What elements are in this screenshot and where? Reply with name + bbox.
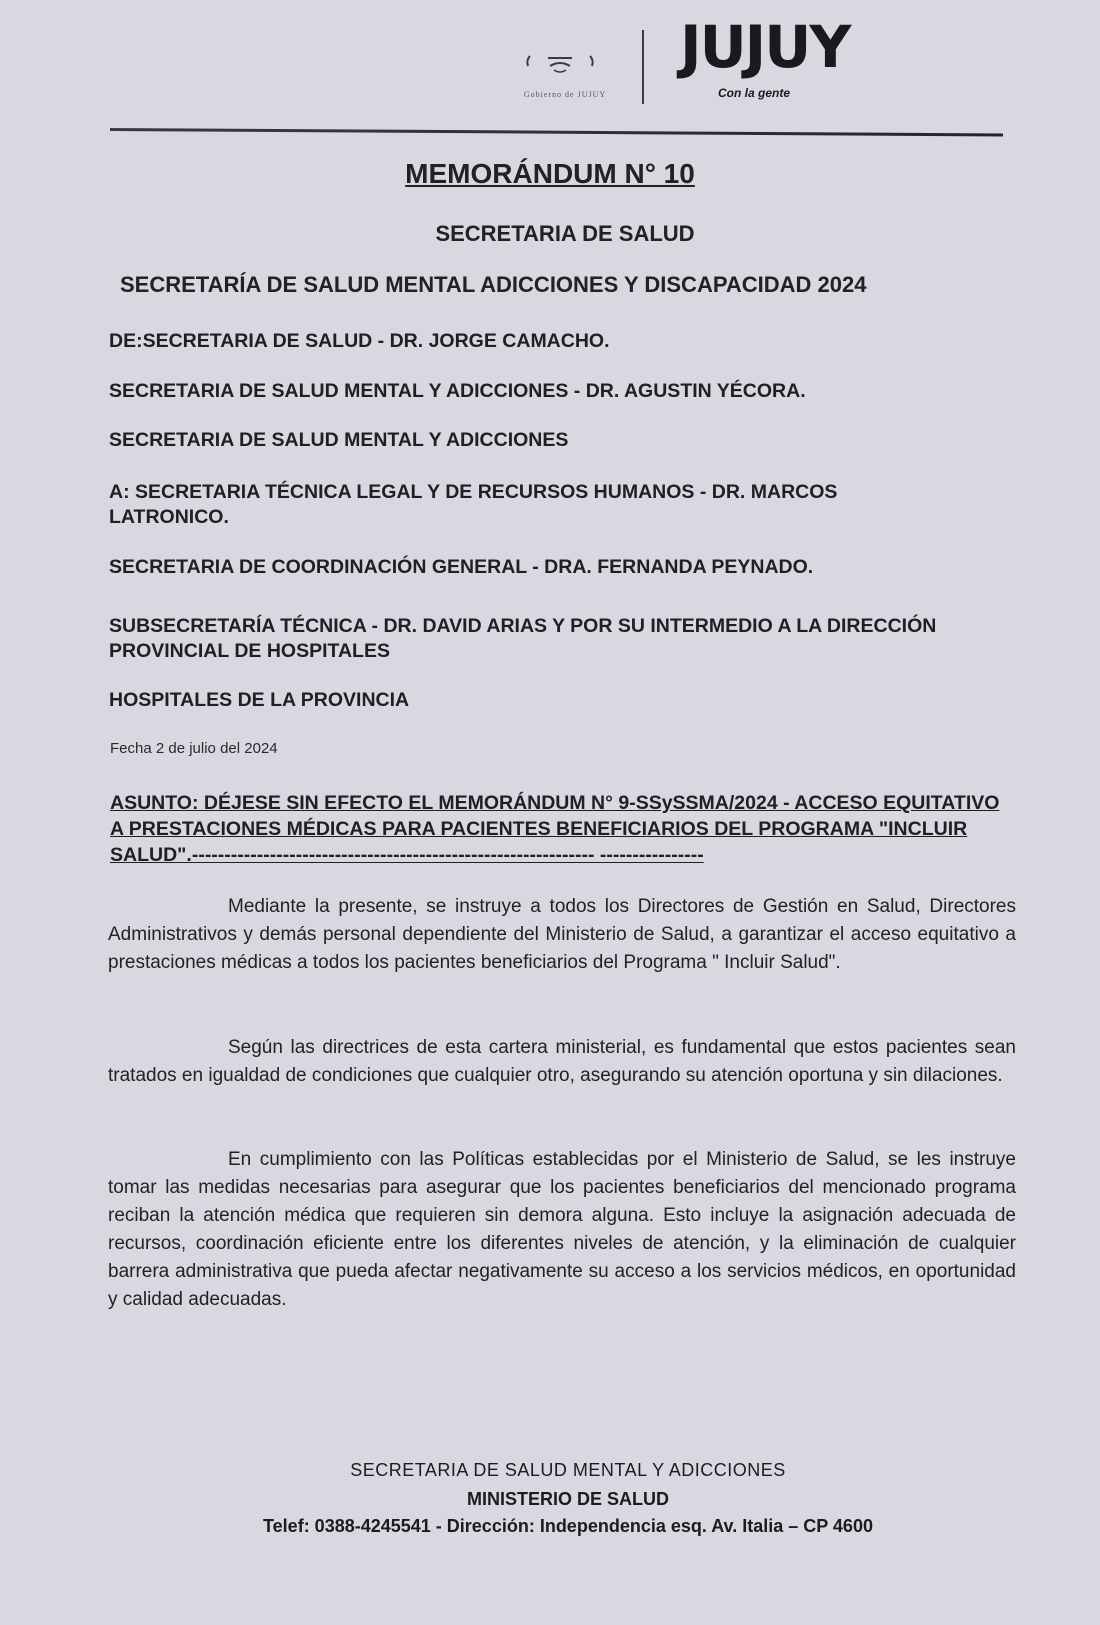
header-rule xyxy=(110,128,1003,136)
memo-date: Fecha 2 de julio del 2024 xyxy=(110,740,278,757)
jujuy-logo-tagline: Con la gente xyxy=(718,86,791,100)
memo-subtitle-secondary: SECRETARÍA DE SALUD MENTAL ADICCIONES Y DISCAPACIDAD 2024 xyxy=(120,272,867,297)
body-paragraph-text: Mediante la presente, se instruye a todos los Directores de Gestión en Salud, Directores Administrativos y demás personal dependiente del Ministerio de Salud, a garantizar el acceso equitativo a prestaciones médicas a todos los pacientes beneficiarios del Programa " Incluir Salud". xyxy=(108,896,1016,973)
body-paragraph-text: Según las directrices de esta cartera ministerial, es fundamental que estos pacientes sean tratados en igualdad de condiciones que cualquier otro, asegurando su atención oportuna y sin dilaciones. xyxy=(108,1037,1016,1086)
body-paragraph-text: En cumplimiento con las Políticas establecidas por el Ministerio de Salud, se les instruye tomar las medidas necesarias para asegurar que los pacientes beneficiarios del mencionado programa reciban la atención médica que requieren sin demora alguna. Esto incluye la asignación adecuada de recursos, coordinación eficiente entre los diferentes niveles de atención, y la eliminación de cualquier barrera administrativa que pueda afectar negativamente su acceso a los servicios médicos, en oportunidad y calidad adecuadas. xyxy=(108,1149,1016,1310)
memo-subtitle: SECRETARIA DE SALUD xyxy=(435,221,695,246)
from-line: DE:SECRETARIA DE SALUD - DR. JORGE CAMACHO. xyxy=(109,330,610,352)
to-line: SUBSECRETARÍA TÉCNICA - DR. DAVID ARIAS Y POR SU INTERMEDIO A LA DIRECCIÓN PROVINCIAL DE HOSPITALES xyxy=(109,615,937,662)
body-paragraph xyxy=(108,893,1016,977)
logo-divider xyxy=(642,30,644,104)
to-line: A: SECRETARIA TÉCNICA LEGAL Y DE RECURSOS HUMANOS - DR. MARCOS LATRONICO. xyxy=(109,481,838,528)
government-seal-logo xyxy=(490,44,640,104)
jujuy-logo-wordmark: JUJUY xyxy=(680,13,850,81)
to-line: HOSPITALES DE LA PROVINCIA xyxy=(109,689,410,711)
body-paragraph xyxy=(108,1034,1016,1090)
to-line: SECRETARIA DE COORDINACIÓN GENERAL - DRA. FERNANDA PEYNADO. xyxy=(109,556,814,578)
memo-subject: ASUNTO: DÉJESE SIN EFECTO EL MEMORÁNDUM N° 9-SSySSMA/2024 - ACCESO EQUITATIVO A PRESTACIONES MÉDICAS PARA PACIENTES BENEFICIARIOS DEL PROGRAMA "INCLUIR SALUD".-------------------------------------------------------------- ---------------- xyxy=(110,792,1000,866)
seal-emblem-icon xyxy=(520,50,600,76)
footer-ministry: MINISTERIO DE SALUD xyxy=(466,1489,669,1509)
footer-office: SECRETARIA DE SALUD MENTAL Y ADICCIONES xyxy=(350,1460,786,1480)
footer-contact: Telef: 0388-4245541 - Dirección: Independencia esq. Av. Italia – CP 4600 xyxy=(263,1516,873,1536)
memo-title: MEMORÁNDUM N° 10 xyxy=(405,158,695,189)
from-line: SECRETARIA DE SALUD MENTAL Y ADICCIONES - DR. AGUSTIN YÉCORA. xyxy=(109,380,806,402)
seal-caption: Gobierno de JUJUY xyxy=(523,90,607,99)
jujuy-logo xyxy=(680,13,870,108)
body-paragraph xyxy=(108,1146,1016,1314)
from-line: SECRETARIA DE SALUD MENTAL Y ADICCIONES xyxy=(109,429,569,451)
